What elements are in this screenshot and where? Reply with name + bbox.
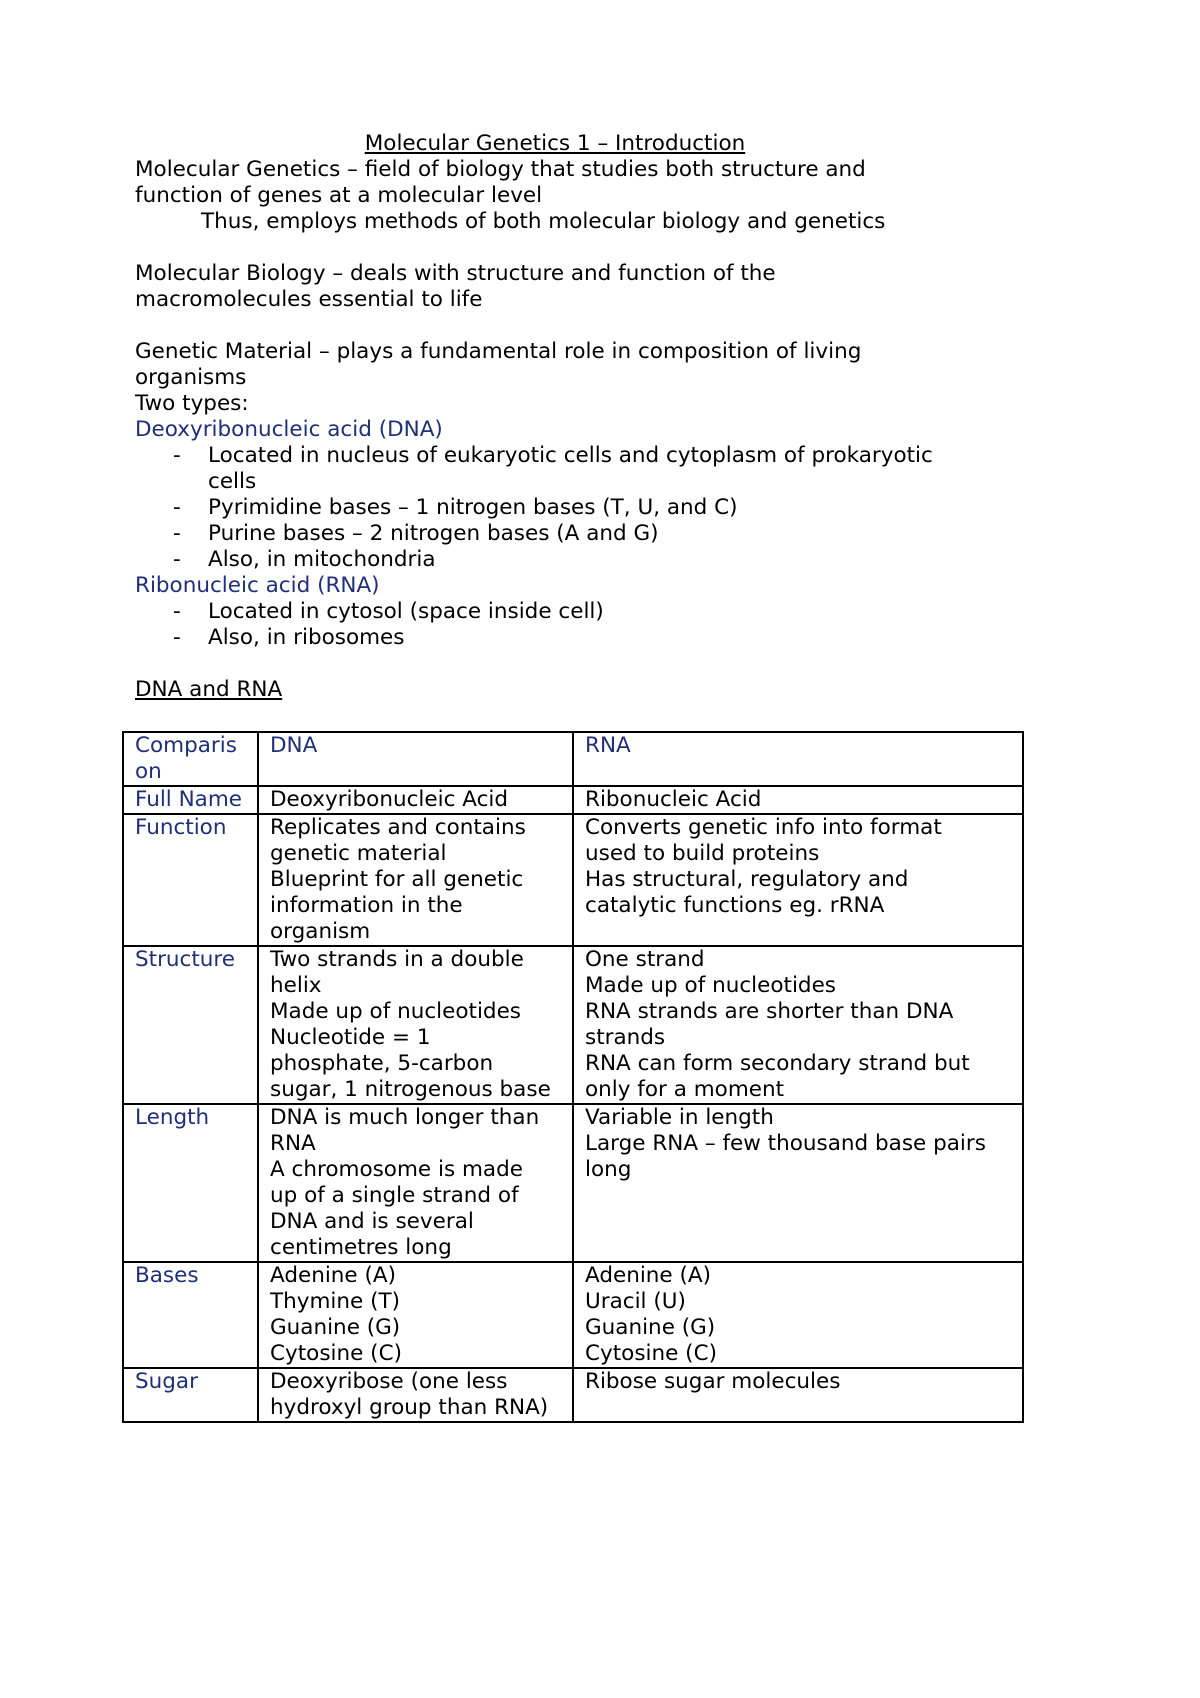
table-row: [123, 1262, 1023, 1368]
molecular-genetics-definition: Molecular Genetics – field of biology that studies both structure and function of genes at a molecular level: [135, 157, 866, 208]
dash-marker: -: [173, 495, 181, 520]
dash-marker: -: [173, 547, 181, 572]
list-item: [135, 599, 968, 625]
page-title: Molecular Genetics 1 – Introduction: [364, 131, 746, 156]
list-item: [135, 521, 968, 547]
table-row: [123, 946, 1023, 1104]
rna-cell: Ribose sugar molecules: [573, 1368, 1023, 1422]
header-cell-comparison: Comparis on: [123, 732, 258, 786]
list-item-text: Purine bases – 2 nitrogen bases (A and G): [208, 521, 659, 546]
table-row: [123, 1368, 1023, 1422]
list-item: [135, 625, 968, 651]
table-row: [123, 814, 1023, 946]
row-label: Structure: [123, 946, 258, 1104]
list-item: [135, 547, 968, 573]
row-label: Length: [123, 1104, 258, 1262]
dash-marker: -: [173, 599, 181, 624]
dna-cell: Replicates and contains genetic material Blueprint for all genetic information in the organism: [258, 814, 573, 946]
list-item: [135, 443, 968, 495]
list-item-text: Also, in mitochondria: [208, 547, 436, 572]
dna-cell: Two strands in a double helix Made up of nucleotides Nucleotide = 1 phosphate, 5-carbon sugar, 1 nitrogenous base: [258, 946, 573, 1104]
rna-cell: Adenine (A) Uracil (U) Guanine (G) Cytosine (C): [573, 1262, 1023, 1368]
dna-cell: Deoxyribonucleic Acid: [258, 786, 573, 814]
spacer: [135, 651, 1035, 677]
document-body: [135, 131, 1035, 703]
dna-cell: Adenine (A) Thymine (T) Guanine (G) Cytosine (C): [258, 1262, 573, 1368]
spacer: [135, 313, 1035, 339]
table-header-row: [123, 732, 1023, 786]
rna-cell: Variable in length Large RNA – few thousand base pairs long: [573, 1104, 1023, 1262]
comparison-table: [122, 731, 1024, 1423]
dna-heading: Deoxyribonucleic acid (DNA): [135, 417, 443, 442]
dna-bullet-list: [135, 443, 1035, 573]
list-item: [135, 495, 968, 521]
table-row: [123, 1104, 1023, 1262]
list-item-text: Located in nucleus of eukaryotic cells and cytoplasm of prokaryotic cells: [208, 443, 933, 494]
dash-marker: -: [173, 443, 181, 468]
row-label: Bases: [123, 1262, 258, 1368]
rna-bullet-list: [135, 599, 1035, 651]
dna-cell: Deoxyribose (one less hydroxyl group than RNA): [258, 1368, 573, 1422]
header-cell-dna: DNA: [258, 732, 573, 786]
row-label: Sugar: [123, 1368, 258, 1422]
dna-cell: DNA is much longer than RNA A chromosome is made up of a single strand of DNA and is several centimetres long: [258, 1104, 573, 1262]
molecular-genetics-note: Thus, employs methods of both molecular biology and genetics: [201, 209, 886, 234]
genetic-material-definition: Genetic Material – plays a fundamental role in composition of living organisms: [135, 339, 862, 390]
list-item-text: Located in cytosol (space inside cell): [208, 599, 604, 624]
rna-cell: One strand Made up of nucleotides RNA strands are shorter than DNA strands RNA can form secondary strand but only for a moment: [573, 946, 1023, 1104]
row-label: Function: [123, 814, 258, 946]
rna-cell: Ribonucleic Acid: [573, 786, 1023, 814]
two-types-label: Two types:: [135, 391, 249, 416]
header-cell-rna: RNA: [573, 732, 1023, 786]
rna-cell: Converts genetic info into format used to build proteins Has structural, regulatory and catalytic functions eg. rRNA: [573, 814, 1023, 946]
rna-heading: Ribonucleic acid (RNA): [135, 573, 380, 598]
table-section-heading: DNA and RNA: [135, 677, 283, 702]
dash-marker: -: [173, 521, 181, 546]
spacer: [135, 235, 1035, 261]
list-item-text: Pyrimidine bases – 1 nitrogen bases (T, U, and C): [208, 495, 738, 520]
table-row: [123, 786, 1023, 814]
row-label: Full Name: [123, 786, 258, 814]
list-item-text: Also, in ribosomes: [208, 625, 405, 650]
molecular-biology-definition: Molecular Biology – deals with structure and function of the macromolecules essential to life: [135, 261, 776, 312]
dash-marker: -: [173, 625, 181, 650]
